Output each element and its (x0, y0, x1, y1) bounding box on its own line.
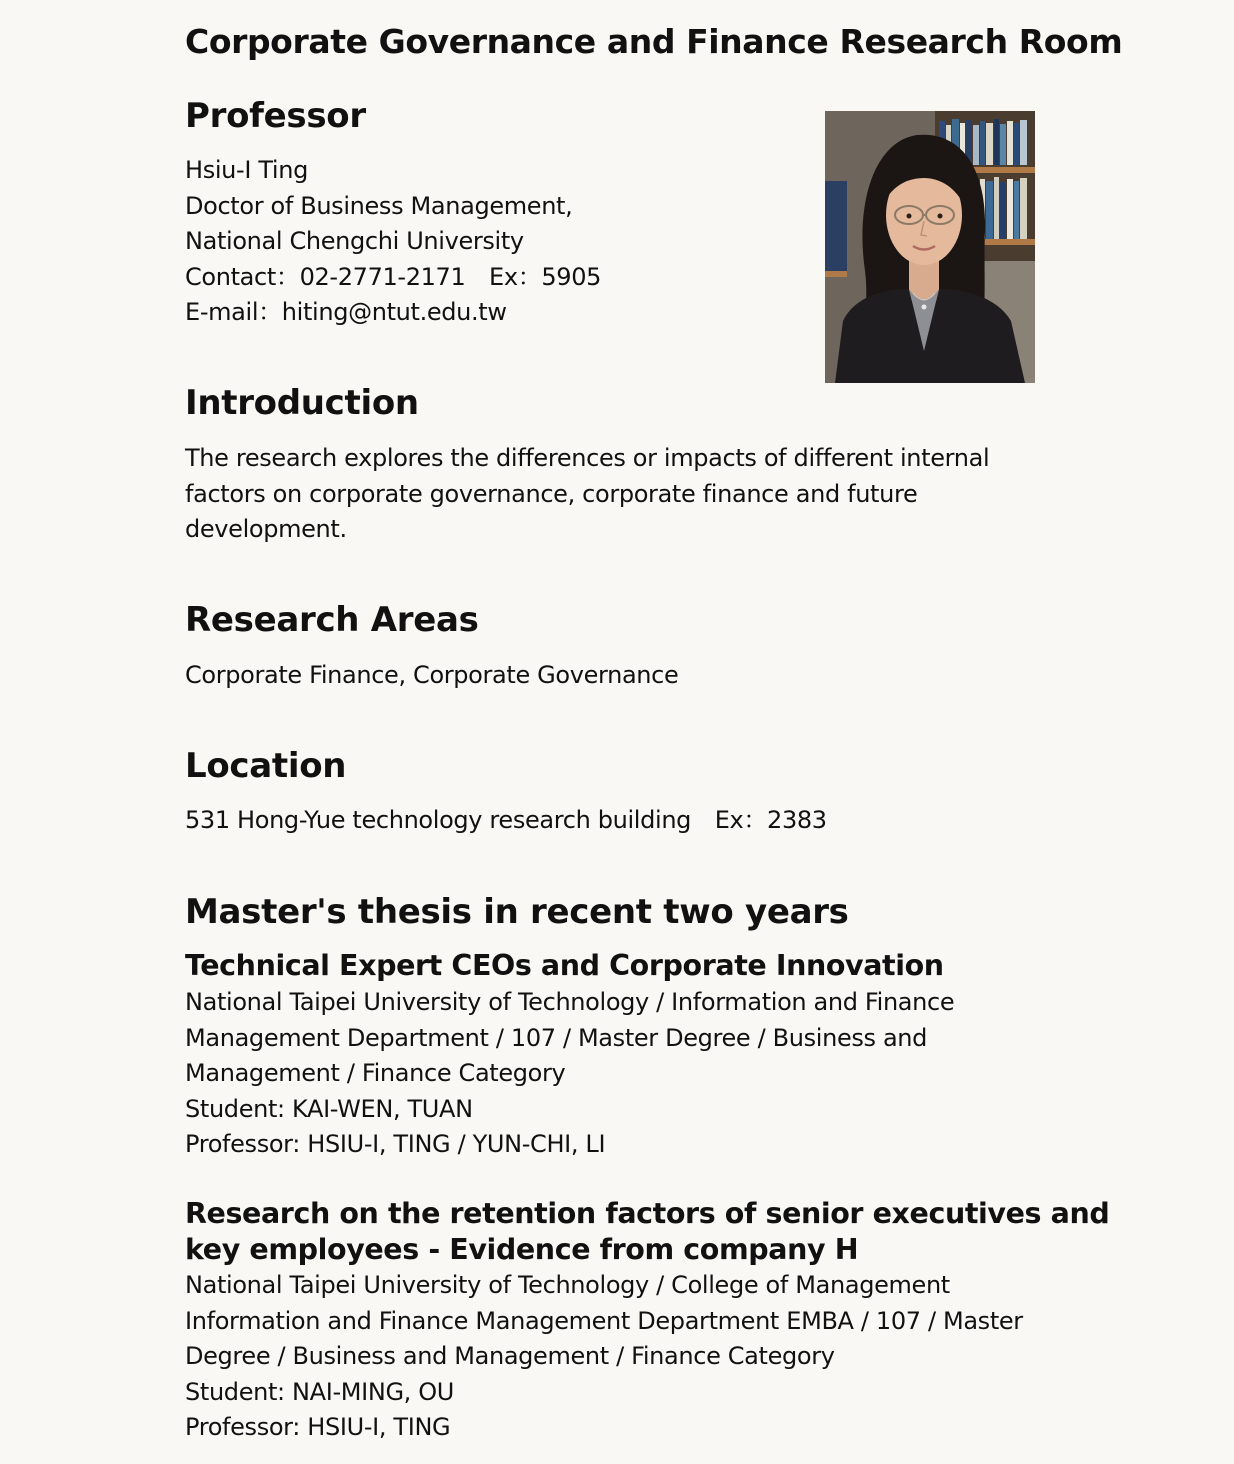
introduction-line: The research explores the differences or impacts of different internal (185, 444, 990, 472)
page-title: Corporate Governance and Finance Research Room (185, 22, 1123, 61)
thesis-student: Student: KAI-WEN, TUAN (185, 1094, 473, 1123)
professor-name: Hsiu-I Ting (185, 156, 308, 184)
thesis-title-line: key employees - Evidence from company H (185, 1233, 859, 1266)
introduction-text (185, 441, 1045, 548)
thesis-detail-line: Management / Finance Category (185, 1059, 566, 1087)
thesis-title-line: Technical Expert CEOs and Corporate Innovation (185, 949, 944, 982)
thesis-title (185, 948, 1045, 984)
thesis-student: Student: NAI-MING, OU (185, 1377, 455, 1406)
thesis-detail-line: National Taipei University of Technology / College of Management (185, 1271, 950, 1299)
thesis-detail-line: National Taipei University of Technology / Information and Finance (185, 988, 955, 1016)
thesis-details (185, 985, 1045, 1163)
thesis-professor: Professor: HSIU-I, TING (185, 1413, 451, 1441)
introduction-heading: Introduction (185, 383, 419, 423)
professor-university: National Chengchi University (185, 227, 524, 255)
location-text (185, 803, 1045, 839)
research-areas-heading: Research Areas (185, 600, 479, 640)
introduction-line: factors on corporate governance, corporate finance and future (185, 479, 918, 508)
location-value: 531 Hong-Yue technology research building Ex：2383 (185, 806, 827, 834)
professor-heading: Professor (185, 96, 366, 136)
research-areas-text (185, 658, 1045, 694)
introduction-line: development. (185, 515, 347, 543)
thesis-professor: Professor: HSIU-I, TING / YUN-CHI, LI (185, 1130, 606, 1158)
thesis-title (185, 1196, 1110, 1268)
thesis-detail-line: Management Department / 107 / Master Degree / Business and (185, 1023, 928, 1052)
professor-email: E-mail：hiting@ntut.edu.tw (185, 298, 507, 326)
research-areas-value: Corporate Finance, Corporate Governance (185, 661, 679, 689)
thesis-title-line: Research on the retention factors of senior executives and (185, 1197, 1110, 1230)
theses-heading: Master's thesis in recent two years (185, 892, 849, 932)
location-heading: Location (185, 746, 347, 786)
professor-photo (825, 111, 1035, 383)
thesis-detail-line: Degree / Business and Management / Finance Category (185, 1342, 835, 1370)
professor-contact: Contact：02-2771-2171 Ex：5905 (185, 262, 602, 291)
professor-degree: Doctor of Business Management, (185, 191, 573, 220)
thesis-details (185, 1268, 1045, 1446)
thesis-detail-line: Information and Finance Management Department EMBA / 107 / Master (185, 1306, 1023, 1335)
